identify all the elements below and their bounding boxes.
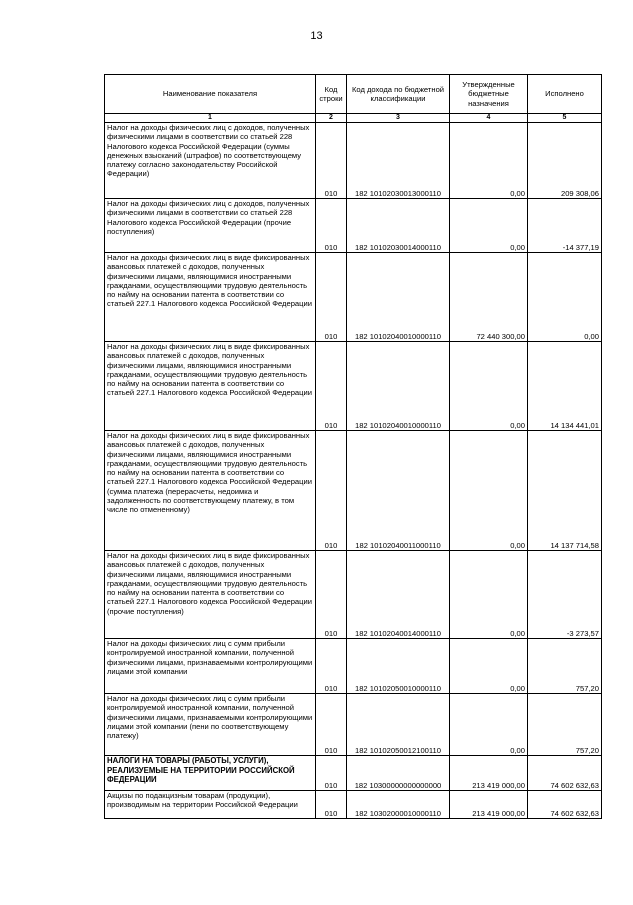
- table-row: [105, 253, 602, 342]
- table-row: [105, 431, 602, 551]
- row-kbk: 182 10102040010000110: [347, 342, 450, 431]
- row-code: 010: [316, 756, 347, 791]
- column-number-row: [105, 114, 602, 123]
- row-code: 010: [316, 639, 347, 694]
- row-approved: 213 419 000,00: [450, 756, 528, 791]
- column-number: 3: [347, 114, 450, 123]
- row-code: 010: [316, 694, 347, 756]
- row-approved: 0,00: [450, 123, 528, 199]
- row-approved: 213 419 000,00: [450, 791, 528, 819]
- table-row: [105, 199, 602, 253]
- row-kbk: 182 10102030013000110: [347, 123, 450, 199]
- row-approved: 0,00: [450, 694, 528, 756]
- row-approved: 0,00: [450, 639, 528, 694]
- page-number: 13: [310, 30, 323, 42]
- row-approved: 0,00: [450, 342, 528, 431]
- row-code: 010: [316, 431, 347, 551]
- row-approved: 0,00: [450, 431, 528, 551]
- row-executed: 74 602 632,63: [528, 791, 602, 819]
- row-name: Налог на доходы физических лиц с сумм прибыли контролируемой иностранной компании, полученной физическими лицами, признаваемыми контролирующими лицами этой компании: [105, 639, 316, 694]
- row-executed: 14 137 714,58: [528, 431, 602, 551]
- row-kbk: 182 10102040014000110: [347, 551, 450, 639]
- table-row: [105, 342, 602, 431]
- row-executed: 757,20: [528, 639, 602, 694]
- table-row: [105, 791, 602, 819]
- header-name: Наименование показателя: [105, 75, 316, 114]
- header-code: Код строки: [316, 75, 347, 114]
- row-kbk: 182 10102050012100110: [347, 694, 450, 756]
- header-executed: Исполнено: [528, 75, 602, 114]
- table-row: [105, 551, 602, 639]
- row-executed: 74 602 632,63: [528, 756, 602, 791]
- row-name: Налог на доходы физических лиц в виде фиксированных авансовых платежей с доходов, полученных физическими лицами, являющимися иностранными гражданами, осуществляющими трудовую деятельность по найму на основании патента в соответствии со статьей 227.1 Налогового кодекса Российской Федерации: [105, 253, 316, 342]
- row-kbk: 182 10302000010000110: [347, 791, 450, 819]
- row-code: 010: [316, 791, 347, 819]
- table-row: [105, 756, 602, 791]
- row-kbk: 182 10102030014000110: [347, 199, 450, 253]
- row-executed: 757,20: [528, 694, 602, 756]
- row-code: 010: [316, 253, 347, 342]
- header-approved: Утвержденные бюджетные назначения: [450, 75, 528, 114]
- row-name: Налог на доходы физических лиц в виде фиксированных авансовых платежей с доходов, полученных физическими лицами, являющимися иностранными гражданами, осуществляющими трудовую деятельность по найму на основании патента в соответствии со статьей 227.1 Налогового кодекса Российской Федерации (сумма платежа (перерасчеты, недоимка и задолженность по соответствующему платежу, в том числе по отмененному): [105, 431, 316, 551]
- row-approved: 0,00: [450, 199, 528, 253]
- row-kbk: 182 10102040011000110: [347, 431, 450, 551]
- row-executed: 0,00: [528, 253, 602, 342]
- row-name: Налог на доходы физических лиц с сумм прибыли контролируемой иностранной компании, полученной физическими лицами, признаваемыми контролирующими лицами этой компании (пени по соответствующему платежу): [105, 694, 316, 756]
- header-kbk: Код дохода по бюджетной классификации: [347, 75, 450, 114]
- row-kbk: 182 10102040010000110: [347, 253, 450, 342]
- row-name: Налог на доходы физических лиц в виде фиксированных авансовых платежей с доходов, полученных физическими лицами, являющимися иностранными гражданами, осуществляющими трудовую деятельность по найму на основании патента в соответствии со статьей 227.1 Налогового кодекса Российской Федерации (прочие поступления): [105, 551, 316, 639]
- row-code: 010: [316, 123, 347, 199]
- row-executed: -3 273,57: [528, 551, 602, 639]
- row-name: Налог на доходы физических лиц в виде фиксированных авансовых платежей с доходов, полученных физическими лицами, являющимися иностранными гражданами, осуществляющими трудовую деятельность по найму на основании патента в соответствии со статьей 227.1 Налогового кодекса Российской Федерации: [105, 342, 316, 431]
- row-executed: -14 377,19: [528, 199, 602, 253]
- row-name: Акцизы по подакцизным товарам (продукции), производимым на территории Российской Федерации: [105, 791, 316, 819]
- column-number: 4: [450, 114, 528, 123]
- column-number: 2: [316, 114, 347, 123]
- row-approved: 72 440 300,00: [450, 253, 528, 342]
- table-row: [105, 694, 602, 756]
- row-kbk: 182 10102050010000110: [347, 639, 450, 694]
- row-name: Налог на доходы физических лиц с доходов, полученных физическими лицами в соответствии со статьей 228 Налогового кодекса Российской Федерации (прочие поступления): [105, 199, 316, 253]
- budget-income-table: [104, 74, 602, 819]
- row-kbk: 182 10300000000000000: [347, 756, 450, 791]
- column-number: 1: [105, 114, 316, 123]
- row-name: Налог на доходы физических лиц с доходов, полученных физическими лицами в соответствии со статьей 228 Налогового кодекса Российской Федерации (суммы денежных взысканий (штрафов) по соответствующему платежу согласно законодательству Российской Федерации): [105, 123, 316, 199]
- row-code: 010: [316, 551, 347, 639]
- row-executed: 14 134 441,01: [528, 342, 602, 431]
- row-code: 010: [316, 199, 347, 253]
- table-row: [105, 123, 602, 199]
- row-executed: 209 308,06: [528, 123, 602, 199]
- table-row: [105, 639, 602, 694]
- row-code: 010: [316, 342, 347, 431]
- row-name: НАЛОГИ НА ТОВАРЫ (РАБОТЫ, УСЛУГИ), РЕАЛИЗУЕМЫЕ НА ТЕРРИТОРИИ РОССИЙСКОЙ ФЕДЕРАЦИИ: [105, 756, 316, 791]
- column-number: 5: [528, 114, 602, 123]
- row-approved: 0,00: [450, 551, 528, 639]
- header-row: [105, 75, 602, 114]
